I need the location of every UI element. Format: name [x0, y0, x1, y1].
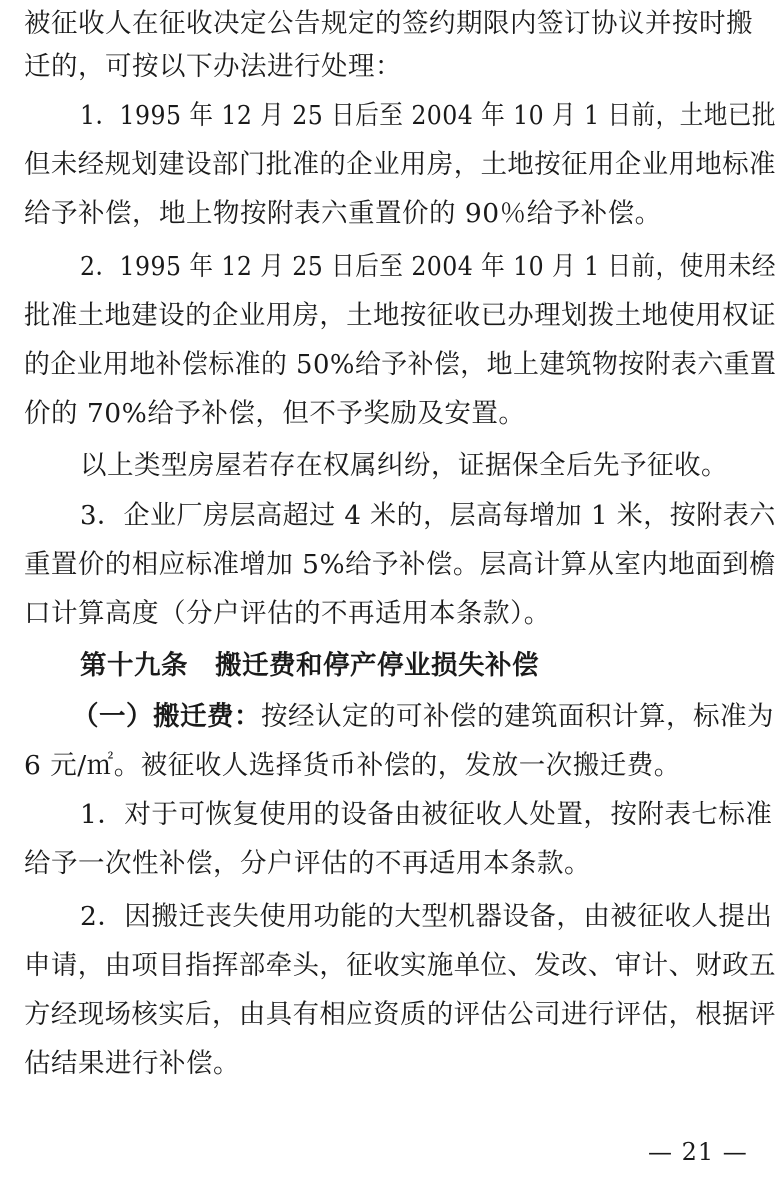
text-line: 但未经规划建设部门批准的企业用房，土地按征用企业用地标准 [24, 149, 776, 180]
page-number: — 21 — [648, 1138, 748, 1166]
text-line: 2．1995 年 12 月 25 日后至 2004 年 10 月 1 日前，使用未经 [80, 251, 776, 282]
text-line: 价的 70%给予补偿，但不予奖励及安置。 [24, 398, 526, 429]
text-line: 给予补偿，地上物按附表六重置价的 90％给予补偿。 [24, 198, 662, 229]
text-line: 批准土地建设的企业用房，土地按征收已办理划拨土地使用权证 [24, 300, 776, 331]
text-line: 方经现场核实后，由具有相应资质的评估公司进行评估，根据评 [24, 999, 776, 1030]
text-line: 1．对于可恢复使用的设备由被征收人处置，按附表七标准 [80, 799, 773, 830]
text-line: 给予一次性补偿，分户评估的不再适用本条款。 [24, 848, 591, 879]
text-line: 估结果进行补偿。 [24, 1048, 240, 1079]
item-one-line [72, 697, 774, 737]
text-line: 迁的，可按以下办法进行处理： [24, 51, 402, 82]
item-one-label: （一）搬迁费： [72, 701, 261, 732]
text-line: 的企业用地补偿标准的 50%给予补偿，地上建筑物按附表六重置 [24, 349, 777, 380]
article-heading: 第十九条 搬迁费和停产停业损失补偿 [80, 650, 539, 681]
text-line: 3．企业厂房层高超过 4 米的，层高每增加 1 米，按附表六 [80, 500, 776, 531]
text-line: 口计算高度（分户评估的不再适用本条款）。 [24, 598, 551, 629]
text-line: 以上类型房屋若存在权属纠纷，证据保全后先予征收。 [80, 450, 728, 481]
text-line: 6 元/㎡。被征收人选择货币补偿的，发放一次搬迁费。 [24, 750, 681, 781]
text-line: 1．1995 年 12 月 25 日后至 2004 年 10 月 1 日前，土地已批 [80, 100, 776, 131]
text-line: 2．因搬迁丧失使用功能的大型机器设备，由被征收人提出 [80, 901, 773, 932]
text-line: 重置价的相应标准增加 5%给予补偿。层高计算从室内地面到檐 [24, 549, 776, 580]
text-line: 被征收人在征收决定公告规定的签约期限内签订协议并按时搬 [24, 8, 753, 39]
item-one-text: 按经认定的可补偿的建筑面积计算，标准为 [261, 701, 774, 732]
text-line: 申请，由项目指挥部牵头，征收实施单位、发改、审计、财政五 [24, 950, 776, 981]
